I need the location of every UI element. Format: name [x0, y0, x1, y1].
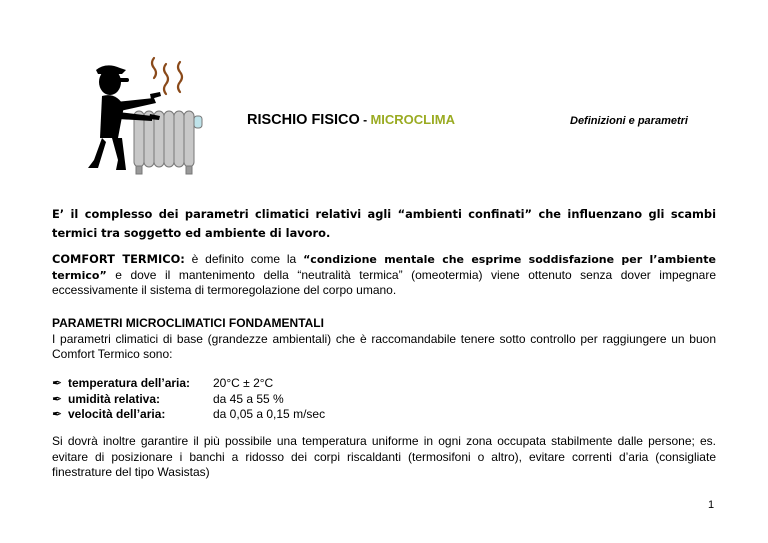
comfort-text-2: e dove il mantenimento della “neutralità termica” (omeotermia) viene ottenuto senza dover impegnare eccessivamente il sistema di termoregolazione del corpo umano.	[52, 267, 716, 297]
comfort-paragraph	[52, 252, 716, 299]
title-sub: MICROCLIMA	[370, 112, 455, 127]
param-value: da 45 a 55 %	[213, 391, 284, 406]
closing-paragraph: Si dovrà inoltre garantire il più possibile una temperatura uniforme in ogni zona occupata stabilmente dalle persone; es. evitare di posizionare i banchi a ridosso dei corpi riscaldanti (termosifoni o altro), evitare correnti d’aria (consigliate finestrature del tipo Wasistas)	[52, 434, 716, 479]
person-warming-at-radiator-icon	[84, 56, 214, 184]
param-list	[52, 376, 325, 423]
param-value: da 0,05 a 0,15 m/sec	[213, 407, 326, 421]
list-item	[52, 407, 325, 423]
list-item	[52, 392, 325, 408]
comfort-label: COMFORT TERMICO:	[52, 252, 185, 266]
pen-bullet-icon: ✒	[52, 407, 63, 421]
list-item	[52, 376, 325, 392]
param-name: velocità dell’aria:	[68, 407, 166, 421]
pen-bullet-icon: ✒	[52, 391, 63, 406]
params-heading: PARAMETRI MICROCLIMATICI FONDAMENTALI	[52, 316, 324, 330]
title-separator: -	[359, 113, 371, 127]
comfort-text-1: è definito come la	[184, 252, 304, 266]
pen-bullet-icon: ✒	[52, 376, 63, 390]
param-name: umidità relativa:	[68, 391, 161, 406]
section-label: Definizioni e parametri	[570, 115, 688, 127]
comfort-definition: “condizione mentale che esprime soddisfazione per l’ambiente termico”	[52, 253, 716, 282]
page-title	[247, 112, 455, 128]
param-value: 20°C ± 2°C	[213, 376, 274, 390]
params-paragraph	[52, 316, 716, 363]
intro-paragraph: E’ il complesso dei parametri climatici relativi agli “ambienti confinati” che influenzano gli scambi termici tra soggetto ed ambiente di lavoro.	[52, 207, 716, 240]
page-number: 1	[708, 499, 715, 511]
param-name: temperatura dell’aria:	[68, 376, 191, 390]
title-main: RISCHIO FISICO	[247, 112, 360, 128]
params-text: I parametri climatici di base (grandezze ambientali) che è raccomandabile tenere sotto controllo per raggiungere un buon Comfort Termico sono:	[52, 331, 716, 361]
